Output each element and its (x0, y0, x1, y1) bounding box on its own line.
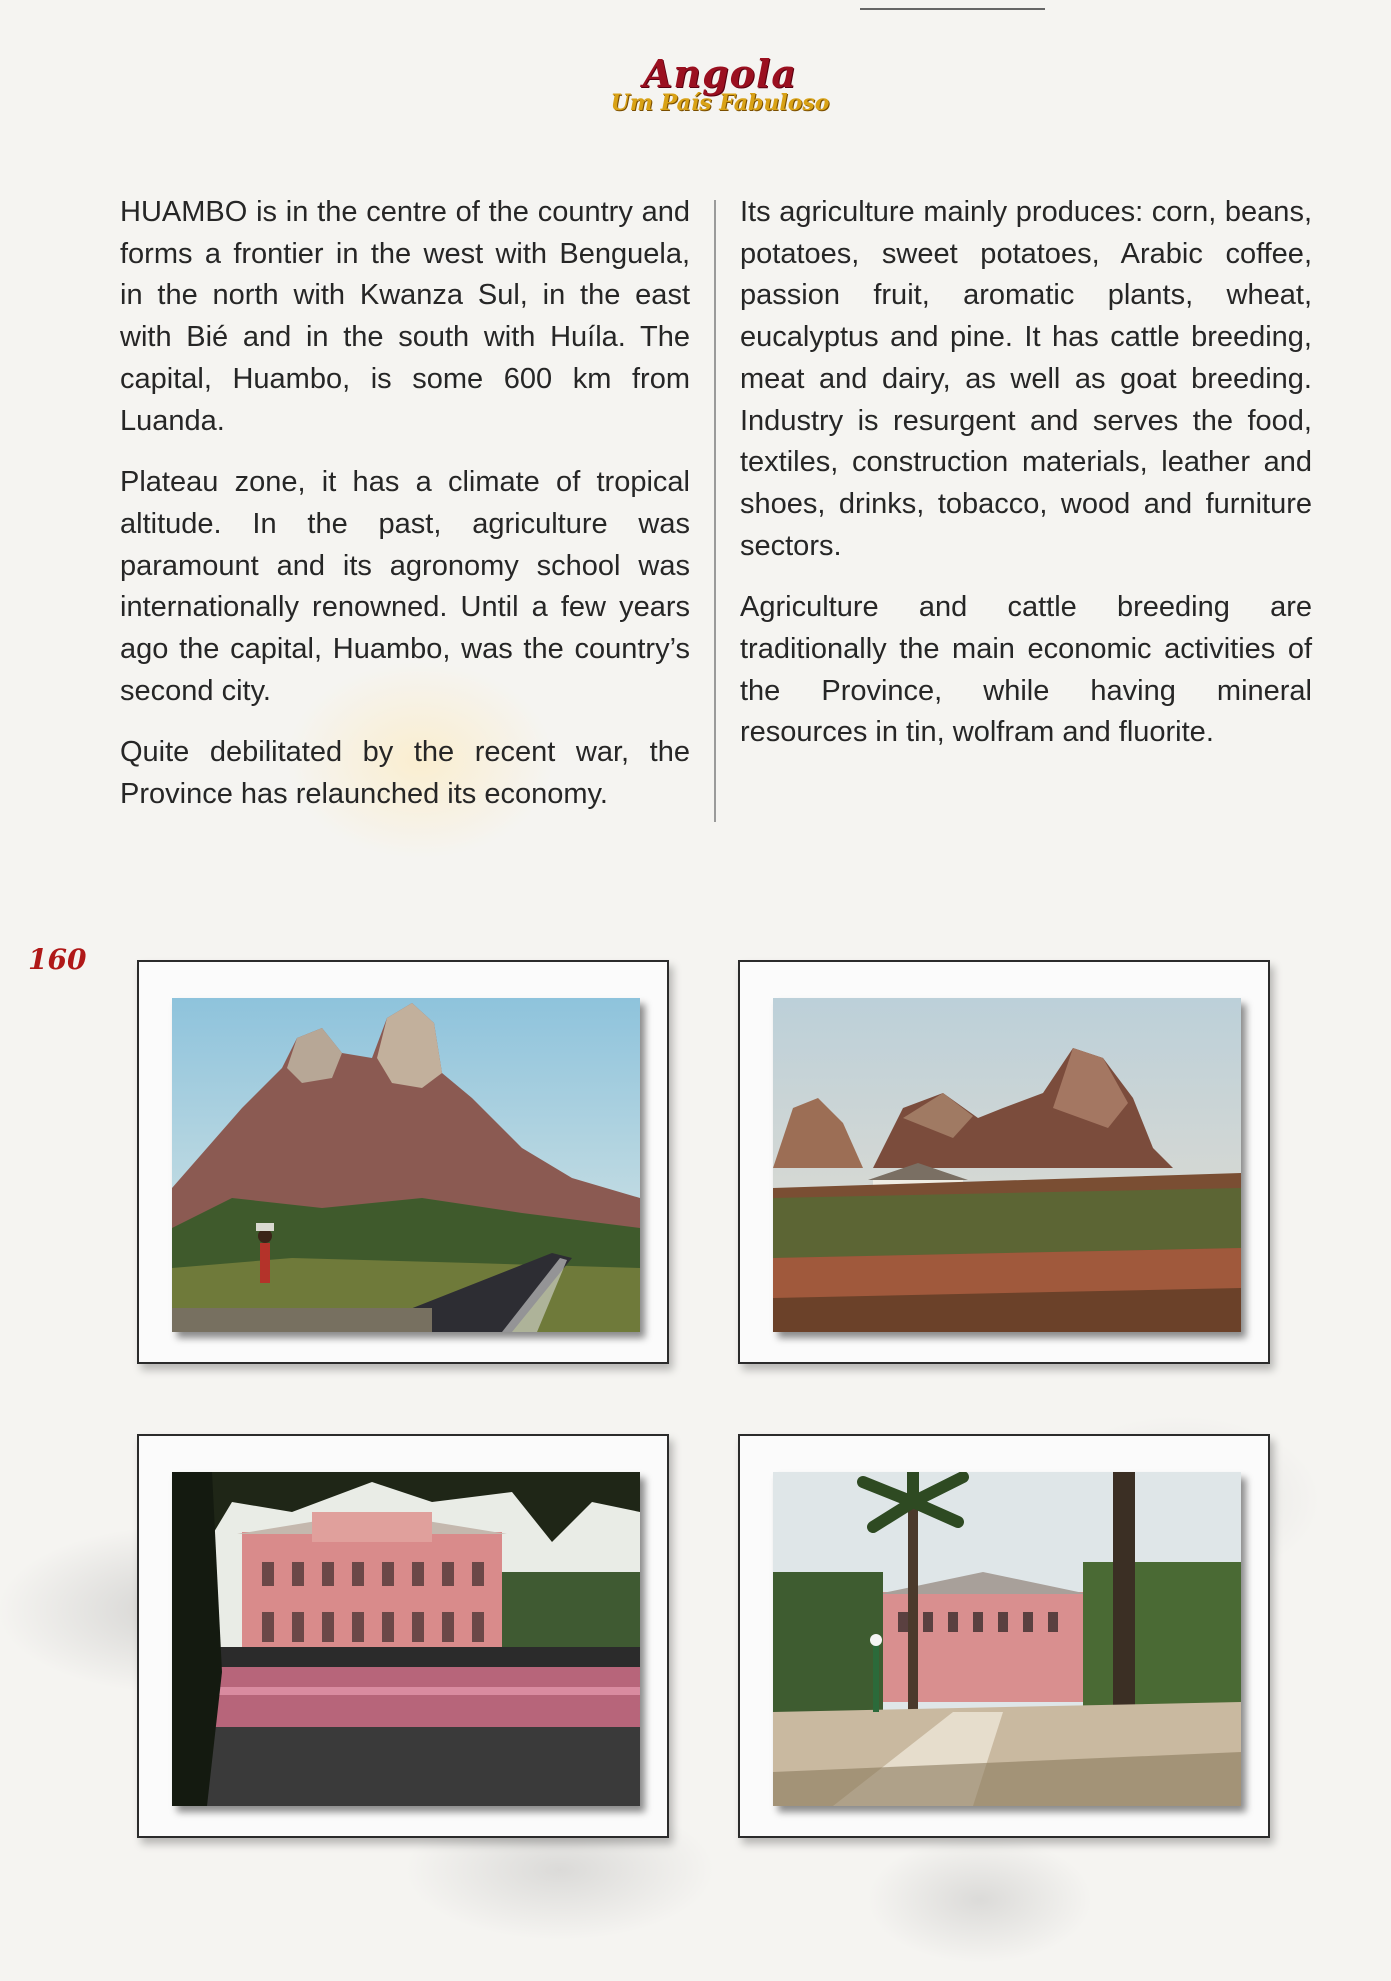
photo-plaza (773, 1472, 1241, 1806)
right-text-column (740, 192, 1312, 774)
photo-frame-mountain-road (137, 960, 669, 1364)
photo-mountain-road (172, 998, 640, 1332)
paragraph-climate: Plateau zone, it has a climate of tropical altitude. In the past, agriculture was paramount and its agronomy school was internationally renowned. Until a few years ago the capital, Huambo, was the country’s second city. (120, 466, 690, 707)
paragraph-economy: Quite debilitated by the recent war, the Province has relaunched its economy. (120, 736, 690, 811)
photo-frame-rock-domes (738, 960, 1270, 1364)
column-divider (714, 200, 716, 822)
paragraph-agriculture: Its agriculture mainly produces: corn, beans, potatoes, sweet potatoes, Arabic coffee, passion fruit, aromatic plants, wheat, eucalyptus and pine. It has cattle breeding, meat and dairy, as well as goat breeding. Industry is resurgent and serves the food, textiles, construction materials, leather and shoes, drinks, tobacco, wood and furniture sectors. (740, 196, 1312, 562)
photo-frame-pink-building (137, 1434, 669, 1838)
angola-logo (570, 51, 870, 134)
left-text-column (120, 192, 690, 836)
top-rule (860, 8, 1045, 10)
page-number: 160 (28, 943, 87, 976)
photo-frame-plaza (738, 1434, 1270, 1838)
photo-rock-domes (773, 998, 1241, 1332)
logo-subtitle: Um País Fabuloso (610, 90, 830, 116)
photo-pink-building (172, 1472, 640, 1806)
paragraph-text: is in the centre of the country and forms a frontier in the west with Benguela, in the north with Kwanza Sul, in the east with Bié and in the south with Huíla. The capital, Huambo, is some 600 km from Luanda. (120, 196, 690, 437)
paragraph-lead-word: HUAMBO (120, 196, 248, 228)
logo-title: Angola (642, 51, 798, 96)
paragraph-huambo-location (120, 192, 690, 442)
paragraph-resources: Agriculture and cattle breeding are traditionally the main economic activities of the Province, while having mineral resources in tin, wolfram and fluorite. (740, 591, 1312, 749)
